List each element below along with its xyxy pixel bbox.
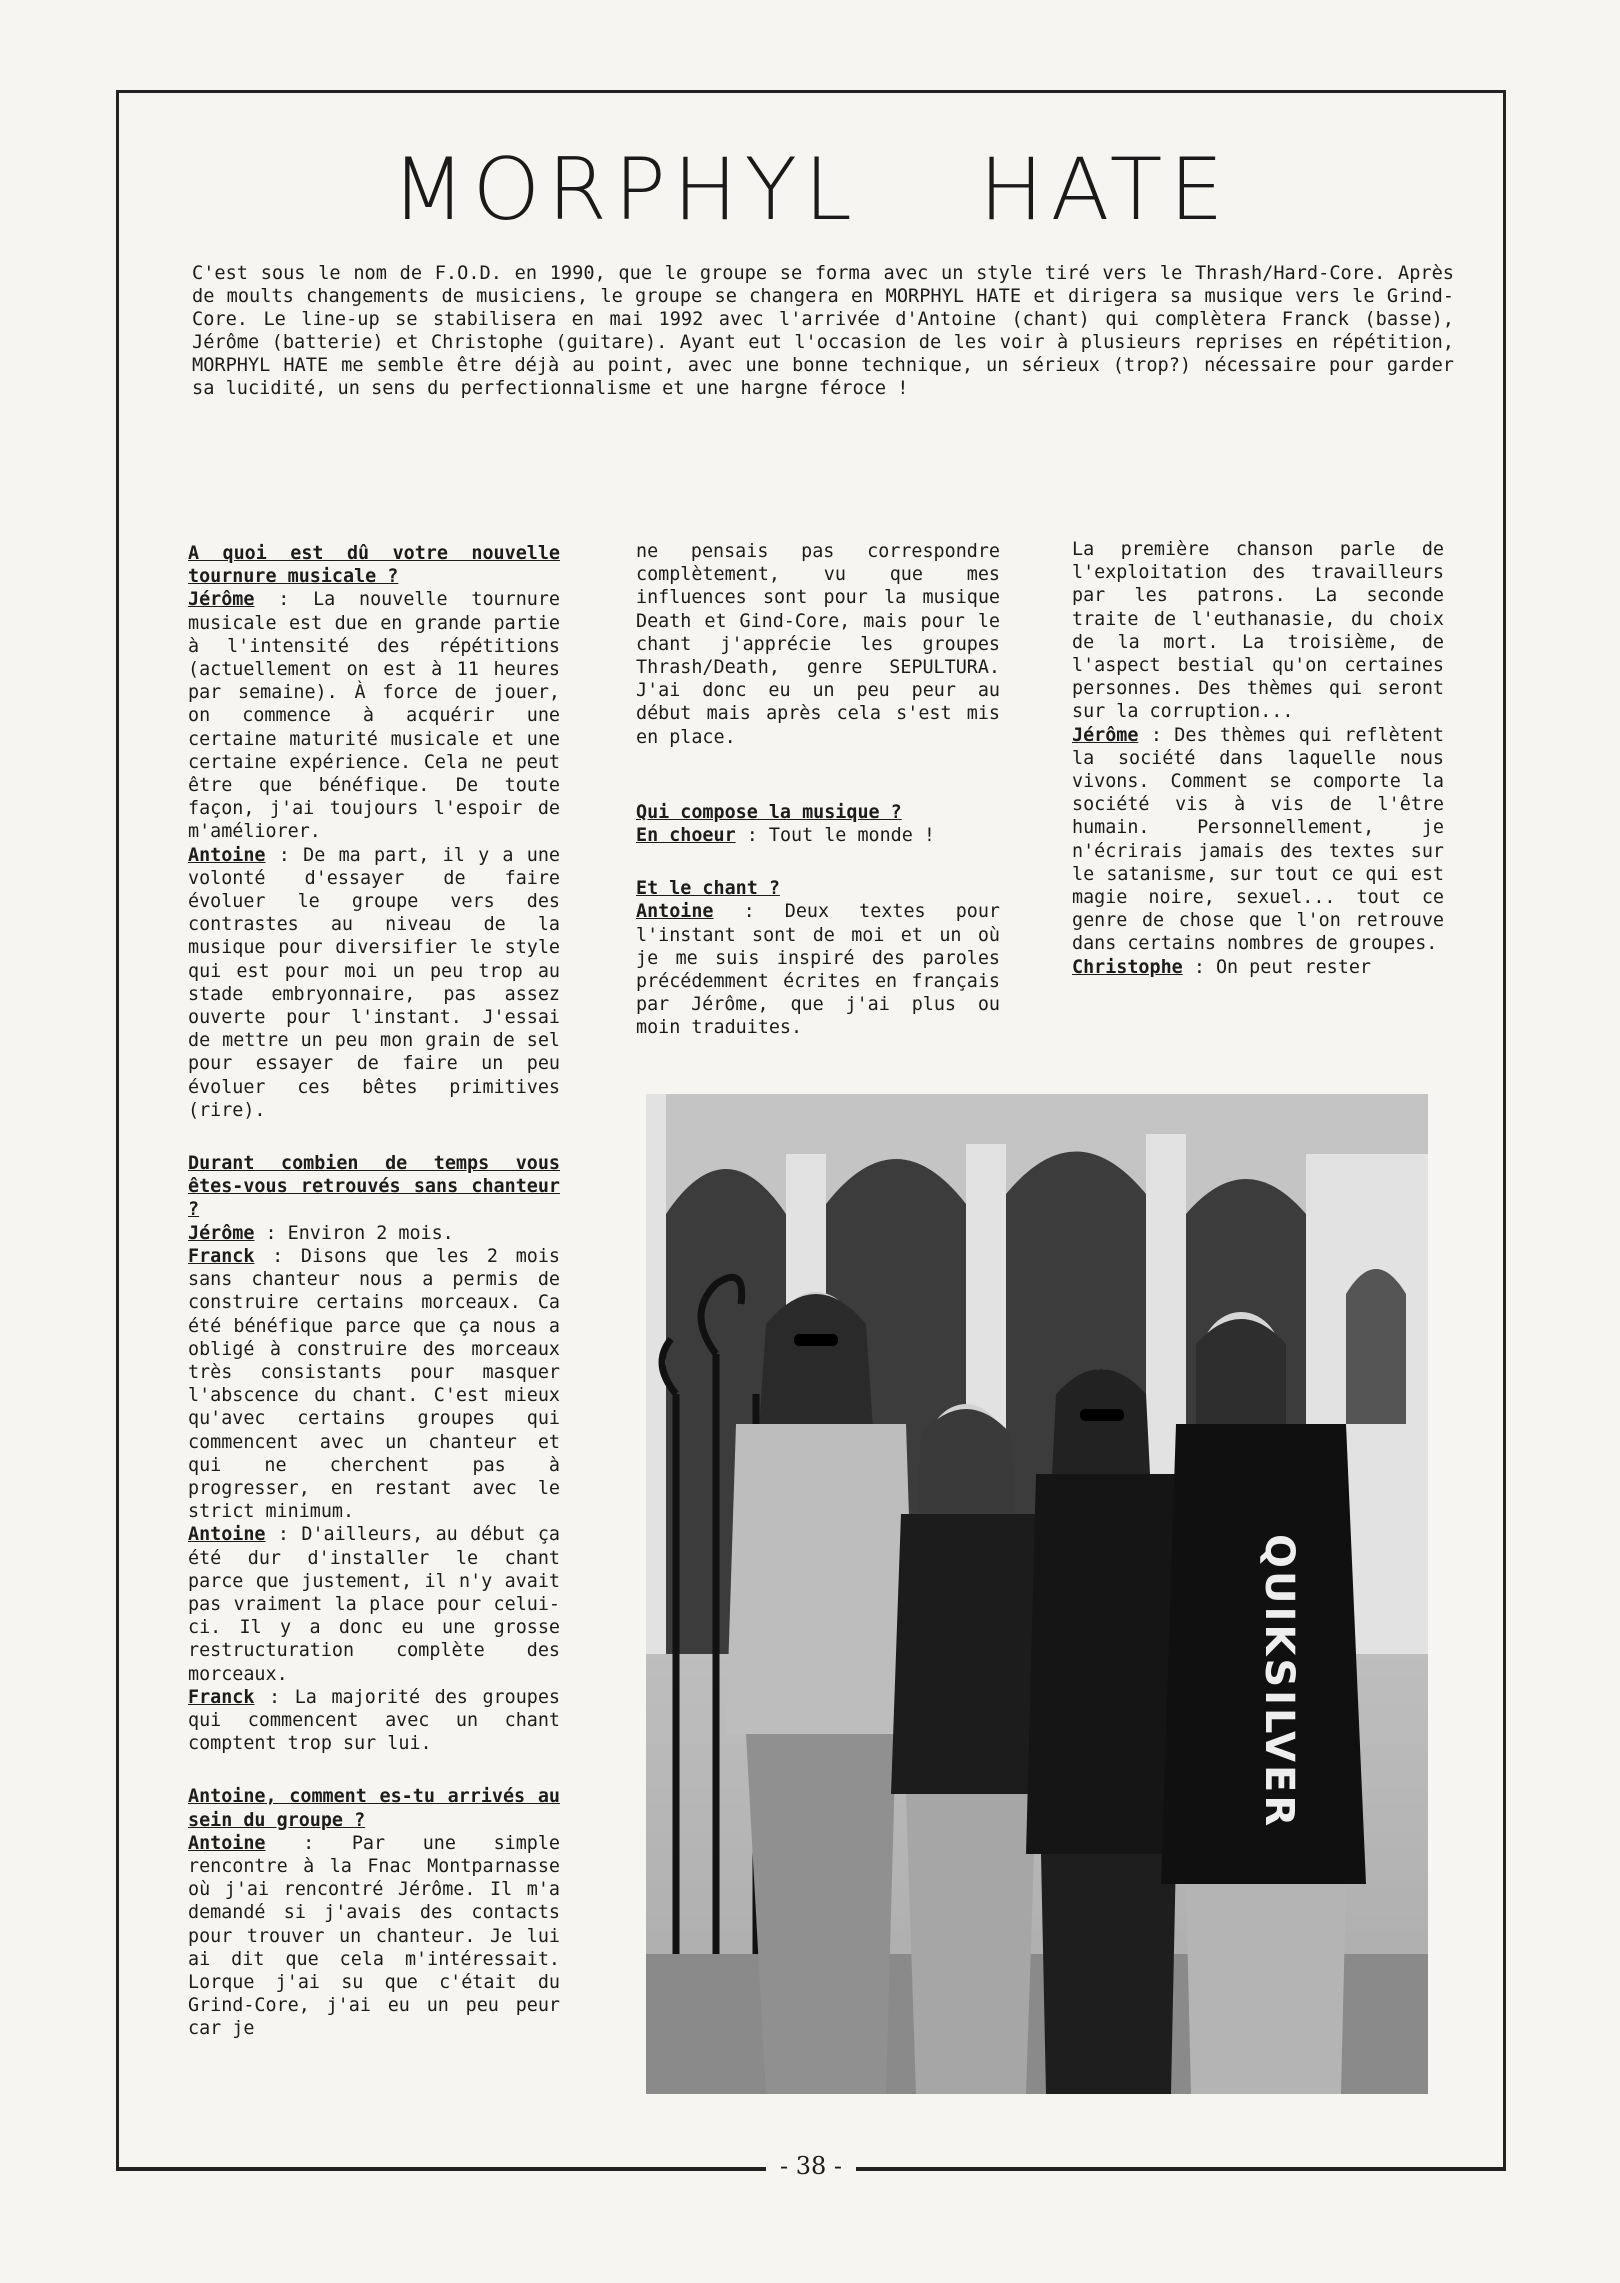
- page-title: [116, 140, 1506, 240]
- speaker-antoine: Antoine: [188, 1832, 266, 1854]
- speaker-christophe: Christophe: [1072, 956, 1183, 978]
- speaker-jerome: Jérôme: [188, 1222, 255, 1244]
- answer-text: : Par une simple rencontre à la Fnac Montparnasse où j'ai rencontré Jérôme. Il m'a demandé si j'avais des contacts pour trouver un chanteur. Je lui ai dit que cela m'intéressait. Lorque j'ai su que c'était du Grind-Core, j'ai eu un peu peur car je: [188, 1832, 560, 2040]
- intro-paragraph: C'est sous le nom de F.O.D. en 1990, que le groupe se forma avec un style tiré vers le Thrash/Hard-Core. Après de moults changements de musiciens, le groupe se changera en MORPHYL HATE et dirigera sa musique vers le Grind-Core. Le line-up se stabilisera en mai 1992 avec l'arrivée d'Antoine (chant) qui complètera Franck (basse), Jérôme (batterie) et Christophe (guitare). Ayant eut l'occasion de les voir à plusieurs reprises en répétition, MORPHYL HATE me semble être déjà au point, avec une bonne technique, un sérieux (trop?) nécessaire pour garder sa lucidité, un sens du perfectionnalisme et une hargne féroce !: [192, 263, 1454, 399]
- speaker-antoine: Antoine: [188, 844, 266, 866]
- answer-text: : D'ailleurs, au début ça été dur d'installer le chant parce que justement, il n'y avait pas vraiment la place pour celui-ci. Il y a donc eu une grosse restructuration complète des morceaux.: [188, 1524, 560, 1685]
- answer-1-jerome: [188, 588, 560, 843]
- title-word-1: MORPHYL: [391, 140, 859, 240]
- answer-text: : Tout le monde !: [746, 825, 935, 847]
- answer-text: : Environ 2 mois.: [265, 1222, 454, 1244]
- answer-text: : Disons que les 2 mois sans chanteur nous a permis de construire certains morceaux. Ca été bénéfique parce que ça nous a obligé à construire des morceaux très consistants pour masquer l'abscence du chant. C'est mieux qu'avec certains groupes qui commencent avec un chanteur et qui ne cherchent pas à progresser, en restant avec le strict minimum.: [188, 1245, 560, 1523]
- speaker-antoine: Antoine: [636, 901, 714, 923]
- shirt-logo-text: QUIKSILVER: [1256, 1534, 1302, 1830]
- answer-text: : Deux textes pour l'instant sont de moi et un où je me suis inspiré des paroles précédemment écrites en français par Jérôme, que j'ai plus ou moin traduites.: [636, 901, 1000, 1039]
- answer-2-antoine: [188, 1523, 560, 1685]
- page-number: [116, 2152, 1506, 2180]
- speaker-all: En choeur: [636, 825, 736, 847]
- speaker-jerome: Jérôme: [188, 589, 255, 611]
- answer-1-antoine: [188, 844, 560, 1122]
- speaker-franck: Franck: [188, 1686, 255, 1708]
- page-number-text: - 38 -: [766, 2152, 856, 2180]
- answer-3-continued: ne pensais pas correspondre complètement, vu que mes influences sont pour la musique Death et Gind-Core, mais pour le chant j'apprécie les groupes Thrash/Death, genre SEPULTURA. J'ai donc eu un peu peur au début mais après cela s'est mis en place.: [636, 541, 1000, 748]
- answer-3-antoine: [188, 1832, 560, 2041]
- answer-text: : On peut rester: [1193, 956, 1371, 978]
- speaker-antoine: Antoine: [188, 1524, 266, 1546]
- answer-2-jerome: [188, 1222, 560, 1245]
- speaker-jerome: Jérôme: [1072, 724, 1139, 746]
- speaker-franck: Franck: [188, 1245, 255, 1267]
- question-3: Antoine, comment es-tu arrivés au sein du groupe ?: [188, 1786, 560, 1831]
- answer-text: : Des thèmes qui reflètent la société dans laquelle nous vivons. Comment se comporte la société vis à vis de l'être humain. Personnellement, je n'écrirais jamais des textes sur le satanisme, sur tout ce qui est magie noire, sexuel... tout ce genre de chose que l'on retrouve dans certains nombres de groupes.: [1072, 724, 1445, 955]
- answer-2-franck-2: [188, 1686, 560, 1756]
- answer-5-jerome: [1072, 724, 1444, 956]
- answer-text: : De ma part, il y a une volonté d'essayer de faire évoluer le groupe vers des contrastes au niveau de la musique pour diversifier le style qui est pour moi un peu trop au stade embryonnaire, pas assez ouverte pour l'instant. J'essai de mettre un peu mon grain de sel pour essayer de faire un peu évoluer ces bêtes primitives (rire).: [188, 844, 560, 1121]
- column-3: [1072, 538, 1444, 979]
- answer-2-franck: [188, 1245, 560, 1523]
- answer-4: [636, 824, 1000, 847]
- title-word-2: HATE: [978, 140, 1231, 240]
- question-2: Durant combien de temps vous êtes-vous retrouvés sans chanteur ?: [188, 1153, 560, 1221]
- question-5: Et le chant ?: [636, 878, 780, 900]
- answer-text: : La nouvelle tournure musicale est due en grande partie à l'intensité des répétitions (actuellement on est à 11 heures par semaine). À force de jouer, on commence à acquérir une certaine maturité musicale et une certaine expérience. Cela ne peut être que bénéfique. De toute façon, j'ai toujours l'espoir de m'améliorer.: [188, 589, 560, 843]
- answer-5-continued: La première chanson parle de l'exploitation des travailleurs par les patrons. La seconde traite de l'euthanasie, du choix de la mort. La troisième, de l'aspect bestial qu'on certaines personnes. Des thèmes qui seront sur la corruption...: [1072, 539, 1444, 723]
- band-photo: [646, 1094, 1428, 2094]
- column-1: [188, 542, 560, 2041]
- answer-5-antoine: [636, 900, 1000, 1039]
- question-1: A quoi est dû votre nouvelle tournure musicale ?: [188, 543, 560, 588]
- question-4: Qui compose la musique ?: [636, 801, 902, 823]
- answer-text: : La majorité des groupes qui commencent avec un chant comptent trop sur lui.: [188, 1686, 560, 1755]
- column-2: [636, 540, 1000, 1040]
- answer-5-christophe: [1072, 956, 1444, 979]
